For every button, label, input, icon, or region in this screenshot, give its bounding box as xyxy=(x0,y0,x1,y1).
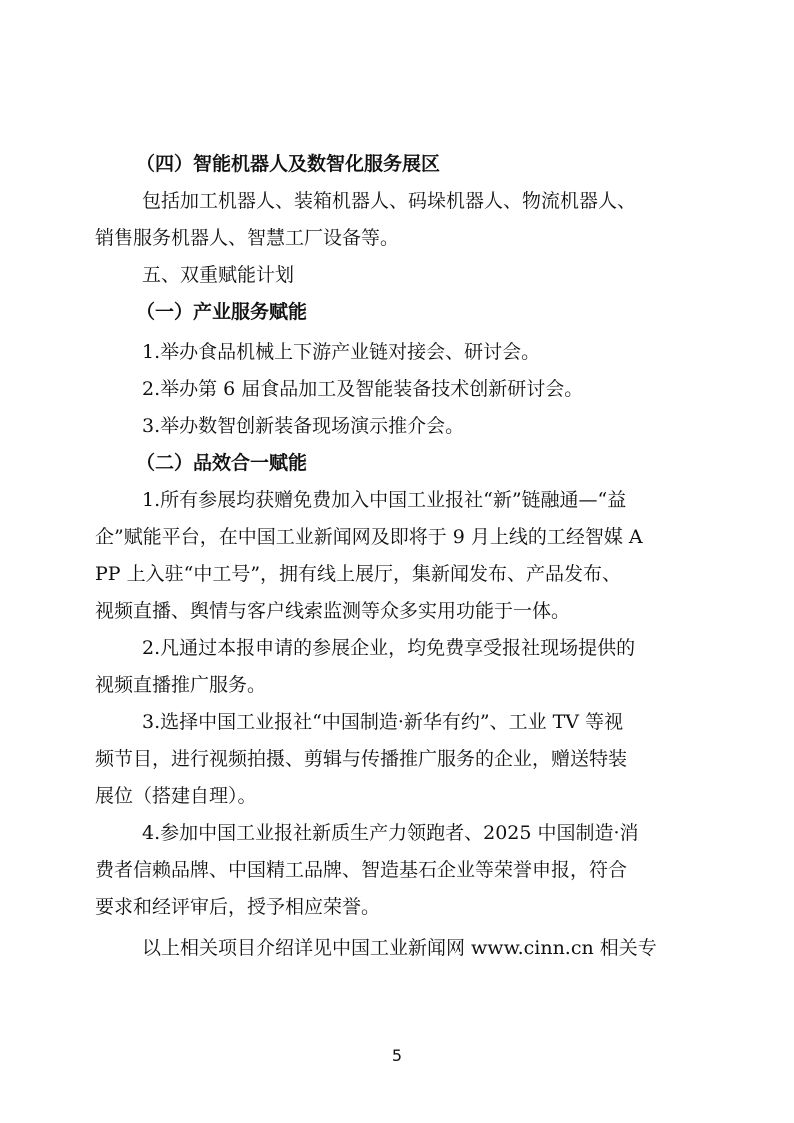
paragraph-line: 展位（搭建自理）。 xyxy=(95,785,257,807)
paragraph-line: 视频直播推广服务。 xyxy=(95,674,267,696)
subsection-heading-2: （二）品效合一赋能 xyxy=(136,452,308,474)
paragraph-line: 频节目，进行视频拍摄、剪辑与传播推广服务的企业，赠送特装 xyxy=(95,748,628,770)
list-item: 2.举办第 6 届食品加工及智能装备技术创新研讨会。 xyxy=(142,378,584,400)
list-item: 3.举办数智创新装备现场演示推介会。 xyxy=(142,415,465,437)
paragraph-line: 2.凡通过本报申请的参展企业，均免费享受报社现场提供的 xyxy=(142,637,636,659)
paragraph-line: 销售服务机器人、智慧工厂设备等。 xyxy=(95,227,400,249)
paragraph-line: 以上相关项目介绍详见中国工业新闻网 www.cinn.cn 相关专 xyxy=(142,937,657,959)
subsection-heading-1: （一）产业服务赋能 xyxy=(136,301,308,323)
paragraph-line: 4.参加中国工业报社新质生产力领跑者、2025 中国制造·消 xyxy=(142,822,639,844)
paragraph-line: 费者信赖品牌、中国精工品牌、智造基石企业等荣誉申报，符合 xyxy=(95,859,628,881)
paragraph-line: 包括加工机器人、装箱机器人、码垛机器人、物流机器人、 xyxy=(142,190,637,212)
paragraph-line: 1.所有参展均获赠免费加入中国工业报社“新”链融通—“益 xyxy=(142,489,627,511)
paragraph-line: PP 上入驻“中工号”，拥有线上展厅，集新闻发布、产品发布、 xyxy=(95,563,622,585)
paragraph-line: 3.选择中国工业报社“中国制造·新华有约”、工业 TV 等视 xyxy=(142,711,624,733)
list-item: 1.举办食品机械上下游产业链对接会、研讨会。 xyxy=(142,341,541,363)
paragraph-line: 企”赋能平台，在中国工业新闻网及即将于 9 月上线的工经智媒 A xyxy=(95,526,643,548)
page-number: 5 xyxy=(391,1046,403,1065)
chapter-heading-5: 五、双重赋能计划 xyxy=(142,264,295,286)
paragraph-line: 要求和经评审后，授予相应荣誉。 xyxy=(95,896,381,918)
section-heading-4: （四）智能机器人及数智化服务展区 xyxy=(136,153,441,175)
paragraph-line: 视频直播、舆情与客户线索监测等众多实用功能于一体。 xyxy=(95,600,571,622)
